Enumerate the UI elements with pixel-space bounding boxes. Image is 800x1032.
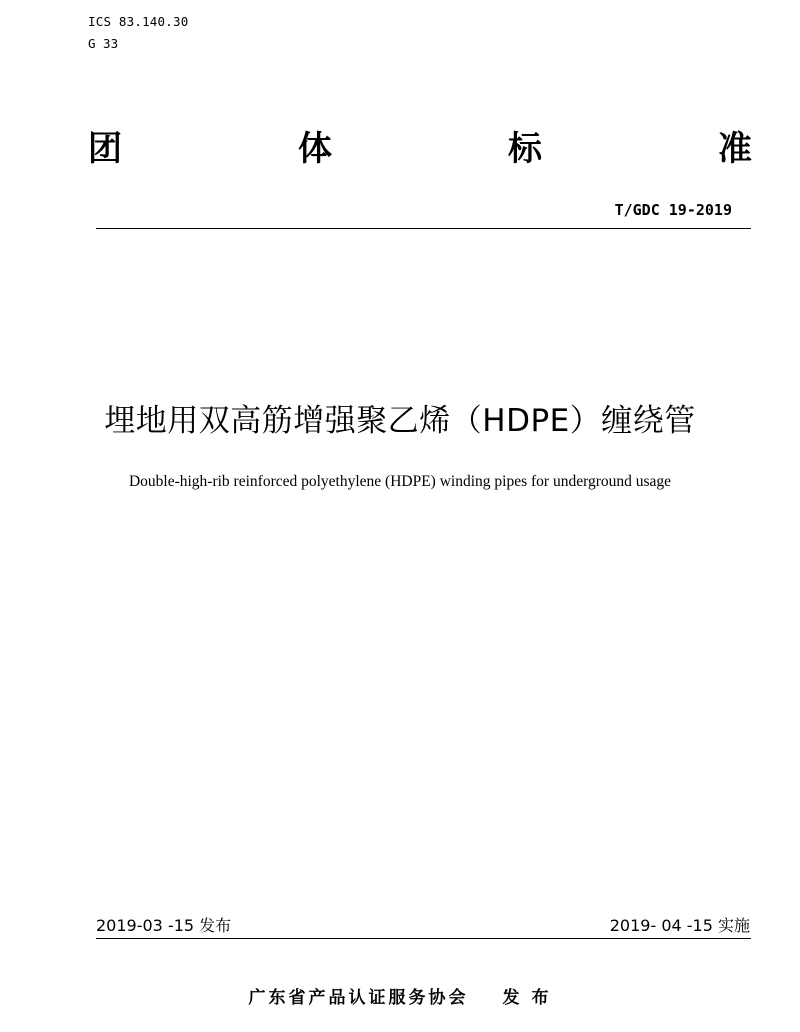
bottom-divider [96, 938, 751, 939]
ccs-code: G 33 [88, 36, 119, 51]
publisher-action: 发 布 [502, 988, 552, 1008]
publisher-line [0, 986, 800, 1010]
top-divider [96, 228, 751, 229]
document-title-english: Double-high-rib reinforced polyethylene (HDPE) winding pipes for underground usage [128, 473, 672, 490]
standard-type-char-1: 团 [88, 129, 122, 169]
standard-type-heading [88, 125, 752, 173]
standard-type-char-2: 体 [298, 129, 332, 169]
standard-type-char-4: 准 [718, 129, 752, 169]
issue-date: 2019-03 -15 发布 [96, 916, 232, 935]
ics-code: ICS 83.140.30 [88, 14, 189, 29]
document-title-chinese: 埋地用双高筋增强聚乙烯（HDPE）缠绕管 [104, 403, 696, 439]
publisher-name: 广东省产品认证服务协会 [248, 988, 469, 1008]
implementation-date: 2019- 04 -15 实施 [609, 916, 750, 935]
standard-type-char-3: 标 [508, 129, 542, 169]
standard-number: T/GDC 19-2019 [614, 201, 732, 219]
